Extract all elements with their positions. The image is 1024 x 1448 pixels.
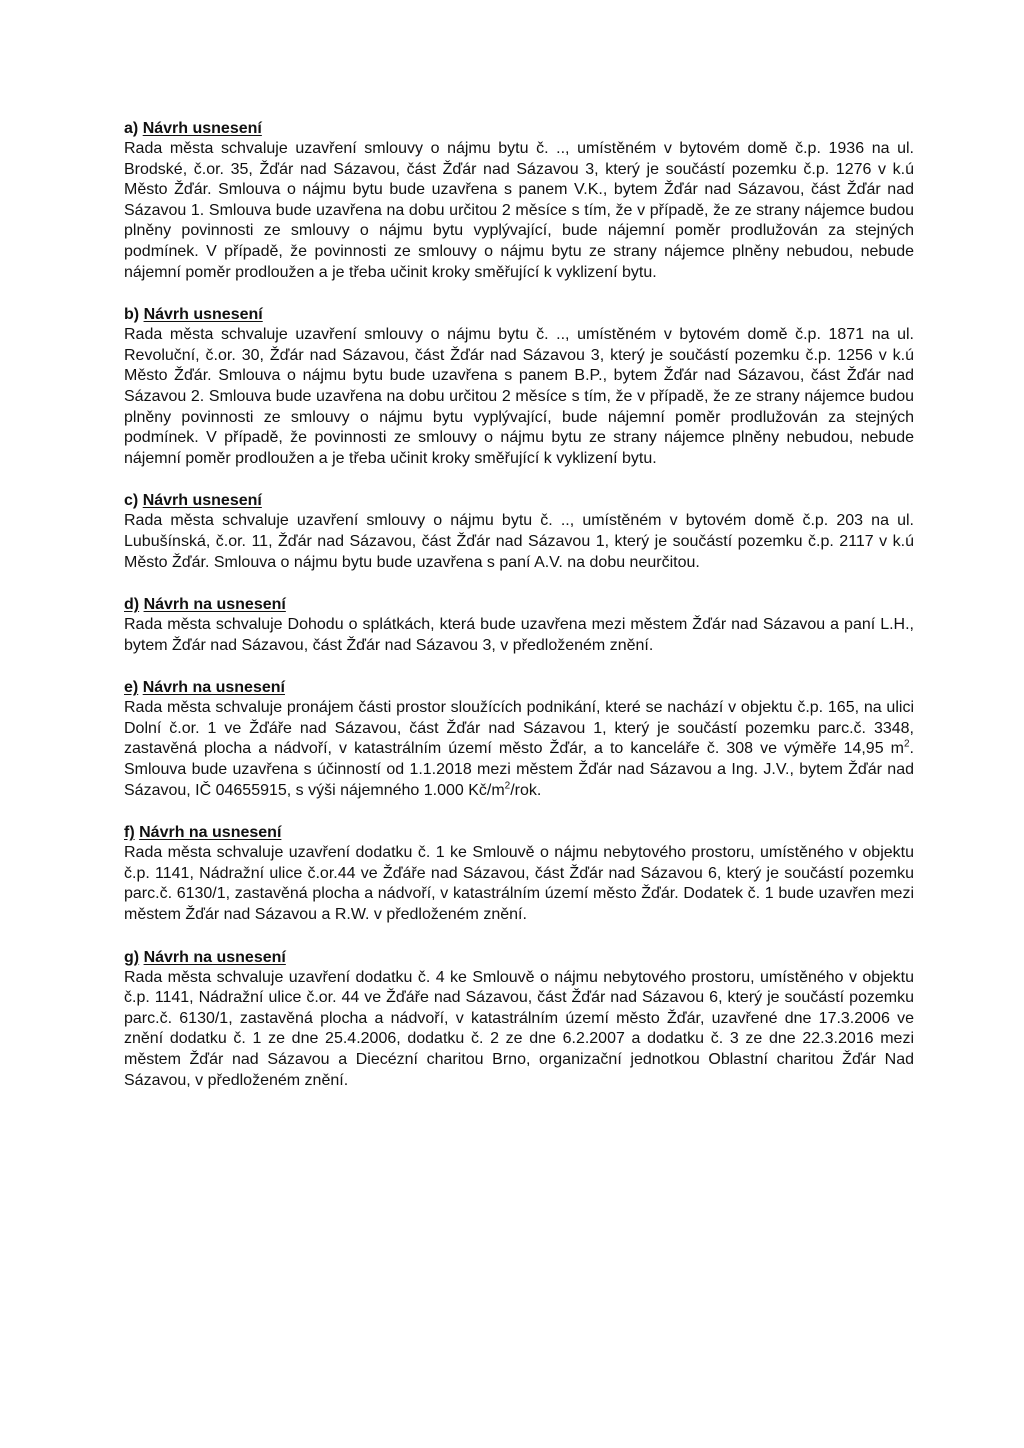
resolution-e-text	[124, 698, 914, 801]
resolution-b-label: b)	[124, 306, 140, 324]
resolution-a-label: a)	[124, 120, 139, 137]
resolution-e-superscript-1: 2	[903, 739, 910, 751]
resolution-a	[124, 118, 914, 283]
resolution-e-title: Návrh na usnesení	[142, 679, 285, 697]
resolution-b-title: Návrh usnesení	[143, 306, 263, 324]
resolution-g	[124, 947, 914, 1092]
resolution-c	[124, 490, 914, 573]
resolution-b-text: Rada města schvaluje uzavření smlouvy o nájmu bytu č. .., umístěném v bytovém domě č.p. 1871 na ul. Revoluční, č.or. 30, Žďár nad Sázavou, část Žďár nad Sázavou 3, který je součástí pozemku č.p. 1256 v k.ú Město Žďár. Smlouva o nájmu bytu bude uzavřena s panem B.P., bytem Žďár nad Sázavou, část Žďár nad Sázavou 2. Smlouva bude uzavřena na dobu určitou 2 měsíce s tím, že v případě, že ze strany nájemce budou plněny povinnosti ze smlouvy o nájmu bytu vyplývající, bude nájemní poměr prodlužován za stejných podmínek. V případě, že povinnosti ze smlouvy o nájmu bytu ze strany nájemce plněny nebudou, nebude nájemní poměr prodloužen a je třeba učinit kroky směřující k vyklizení bytu.	[124, 326, 914, 467]
resolution-g-heading	[124, 947, 914, 968]
resolution-g-label: g)	[124, 948, 140, 966]
resolution-c-heading	[124, 490, 914, 511]
resolution-d-label: d)	[124, 596, 140, 614]
resolution-d	[124, 594, 914, 656]
resolution-d-heading	[124, 594, 914, 615]
document-content	[124, 118, 914, 1091]
resolution-e-text-part1: Rada města schvaluje pronájem části prostor sloužících podnikání, které se nachází v objektu č.p. 165, na ulici Dolní č.or. 1 ve Žďáře nad Sázavou, část Žďár nad Sázavou 1, který je součástí pozemku parc.č. 3348, zastavěná plocha a nádvoří, v katastrálním území město Žďár, a to kanceláře č. 308 ve výměře 14,95 m	[124, 699, 914, 758]
resolution-f	[124, 822, 914, 925]
resolution-g-text: Rada města schvaluje uzavření dodatku č. 4 ke Smlouvě o nájmu nebytového prostoru, umístěného v objektu č.p. 1141, Nádražní ulice č.or. 44 ve Žďáře nad Sázavou, část Žďár nad Sázavou 6, který je součástí pozemku parc.č. 6130/1, zastavěná plocha a nádvoří, v katastrálním území město Žďár, uzavřené dne 17.3.2006 ve znění dodatku č. 1 ze dne 25.4.2006, dodatku č. 2 ze dne 6.2.2007 a dodatku č. 3 ze dne 22.3.2016 mezi městem Žďár nad Sázavou a Diecézní charitou Brno, organizační jednotkou Oblastní charitou Žďár Nad Sázavou, v předloženém znění.	[124, 968, 914, 1089]
resolution-a-text: Rada města schvaluje uzavření smlouvy o nájmu bytu č. .., umístěném v bytovém domě č.p. 1936 na ul. Brodské, č.or. 35, Žďár nad Sázavou, část Žďár nad Sázavou 3, který je součástí pozemku č.p. 1276 v k.ú Město Žďár. Smlouva o nájmu bytu bude uzavřena s panem V.K., bytem Žďár nad Sázavou, část Žďár nad Sázavou 1. Smlouva bude uzavřena na dobu určitou 2 měsíce s tím, že v případě, že ze strany nájemce budou plněny povinnosti ze smlouvy o nájmu bytu vyplývající, bude nájemní poměr prodlužován za stejných podmínek. V případě, že povinnosti ze smlouvy o nájmu bytu ze strany nájemce plněny nebudou, nebude nájemní poměr prodloužen a je třeba učinit kroky směřující k vyklizení bytu.	[124, 140, 914, 281]
resolution-f-text: Rada města schvaluje uzavření dodatku č. 1 ke Smlouvě o nájmu nebytového prostoru, umístěného v objektu č.p. 1141, Nádražní ulice č.or.44 ve Žďáře nad Sázavou, část Žďár nad Sázavou 6, který je součástí pozemku parc.č. 6130/1, zastavěná plocha a nádvoří, v katastrálním území město Žďár. Dodatek č. 1 bude uzavřen mezi městem Žďár nad Sázavou a R.W. v předloženém znění.	[124, 844, 914, 924]
resolution-a-heading	[124, 118, 914, 139]
resolution-e-text-part3: /rok.	[510, 781, 542, 799]
resolution-c-label: c)	[124, 492, 139, 510]
resolution-e-label: e)	[124, 679, 139, 697]
resolution-b-heading	[124, 304, 914, 325]
resolution-g-title: Návrh na usnesení	[143, 948, 286, 966]
resolution-f-label: f)	[124, 824, 135, 842]
resolution-c-text: Rada města schvaluje uzavření smlouvy o nájmu bytu č. .., umístěném v bytovém domě č.p. 203 na ul. Lubušínská, č.or. 11, Žďár nad Sázavou, část Žďár nad Sázavou 1, který je součástí pozemku č.p. 2117 v k.ú Město Žďár. Smlouva o nájmu bytu bude uzavřena s paní A.V. na dobu neurčitou.	[124, 512, 914, 571]
resolution-a-title: Návrh usnesení	[142, 120, 262, 137]
resolution-f-heading	[124, 822, 914, 843]
resolution-e-superscript-2: 2	[504, 780, 511, 792]
resolution-d-title: Návrh na usnesení	[143, 596, 286, 614]
resolution-e	[124, 677, 914, 801]
resolution-f-title: Návrh na usnesení	[139, 824, 282, 842]
resolution-c-title: Návrh usnesení	[142, 492, 262, 510]
resolution-d-text: Rada města schvaluje Dohodu o splátkách, která bude uzavřena mezi městem Žďár nad Sázavou a paní L.H., bytem Žďár nad Sázavou, část Žďár nad Sázavou 3, v předloženém znění.	[124, 616, 914, 654]
resolution-b	[124, 304, 914, 469]
resolution-e-heading	[124, 677, 914, 698]
resolution-e-text-part2: . Smlouva bude uzavřena s účinností od 1.1.2018 mezi městem Žďár nad Sázavou a Ing. J.V., bytem Žďár nad Sázavou, IČ 04655915, s výši nájemného 1.000 Kč/m	[124, 740, 914, 799]
